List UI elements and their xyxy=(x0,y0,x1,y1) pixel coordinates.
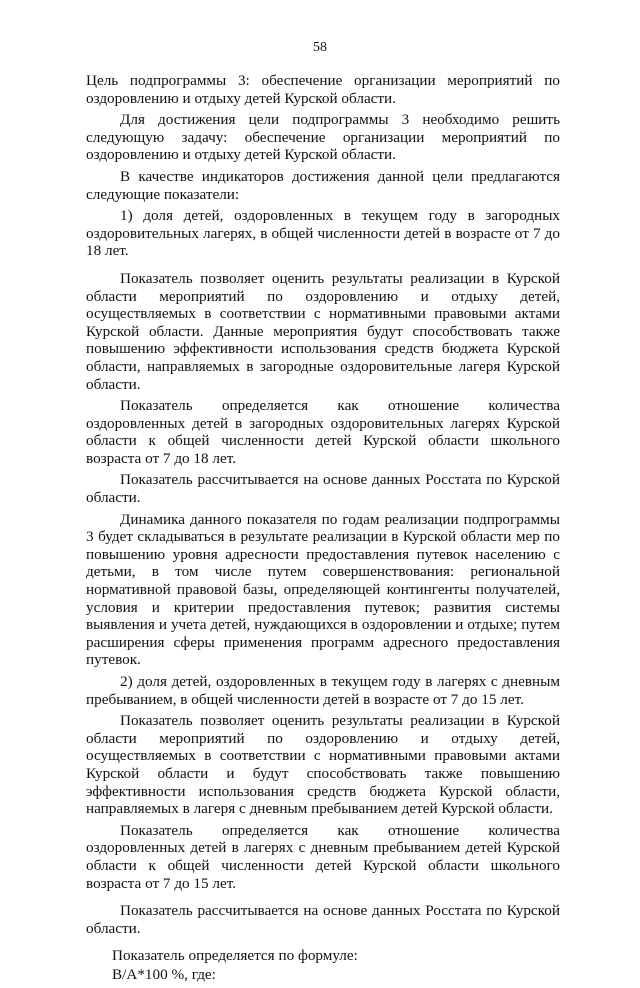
document-body xyxy=(86,72,560,988)
paragraph-dynamics: Динамика данного показателя по годам реализации подпрограммы 3 будет складываться в результате реализации в Курской области мер по повышению уровня адресности предоставления путевок населению с детьми, в том числе путем совершенствования: региональной нормативной правовой базы, определяющей контингенты получателей, условия и критерии предоставления путевок; развития системы выявления и учета детей, нуждающихся в оздоровлении и отдыхе; путем расширения сферы применения программ адресного предоставления путевок. xyxy=(86,510,560,669)
paragraph-indicator-1-assessment: Показатель позволяет оценить результаты реализации в Курской области мероприятий по оздоровлению и отдыху детей, осуществляемых в соответствии с нормативными правовыми актами Курской области. Данные мероприятия будут способствовать также повышению эффективности использования средств бюджета Курской области, направляемых в загородные оздоровительные лагеря Курской области. xyxy=(86,269,560,393)
paragraph-indicator-2: 2) доля детей, оздоровленных в текущем году в лагерях с дневным пребыванием, в общей численности детей в возрасте от 7 до 15 лет. xyxy=(86,673,560,708)
paragraph-indicator-2-assessment: Показатель позволяет оценить результаты реализации в Курской области мероприятий по оздоровлению и отдыху детей, осуществляемых в соответствии с нормативными правовыми актами Курской области и будут способствовать также повышению эффективности использования средств бюджета Курской области, направляемых в лагеря с дневным пребыванием детей Курской области. xyxy=(86,712,560,818)
page-number: 58 xyxy=(313,40,327,55)
paragraph-indicator-1-definition: Показатель определяется как отношение количества оздоровленных детей в загородных оздоровительных лагерях Курской области к общей численности детей Курской области школьного возраста от 7 до 18 лет. xyxy=(86,397,560,467)
paragraph-indicator-1: 1) доля детей, оздоровленных в текущем году в загородных оздоровительных лагерях, в общей численности детей в возрасте от 7 до 18 лет. xyxy=(86,207,560,260)
paragraph-formula-intro: Показатель определяется по формуле: xyxy=(112,947,358,965)
paragraph-task: Для достижения цели подпрограммы 3 необходимо решить следующую задачу: обеспечение организации мероприятий по оздоровлению и отдыху детей Курской области. xyxy=(86,111,560,164)
paragraph-indicator-1-source: Показатель рассчитывается на основе данных Росстата по Курской области. xyxy=(86,471,560,507)
paragraph-indicator-2-definition: Показатель определяется как отношение количества оздоровленных детей в лагерях с дневным пребыванием детей Курской области к общей численности детей Курской области школьного возраста от 7 до 15 лет. xyxy=(86,821,560,892)
paragraph-goal: Цель подпрограммы 3: обеспечение организации мероприятий по оздоровлению и отдыху детей Курской области. xyxy=(86,72,560,107)
paragraph-indicators-intro: В качестве индикаторов достижения данной цели предлагаются следующие показатели: xyxy=(86,167,560,203)
formula: В/А*100 %, где: xyxy=(112,965,216,983)
paragraph-indicator-2-source: Показатель рассчитывается на основе данных Росстата по Курской области. xyxy=(86,902,560,937)
